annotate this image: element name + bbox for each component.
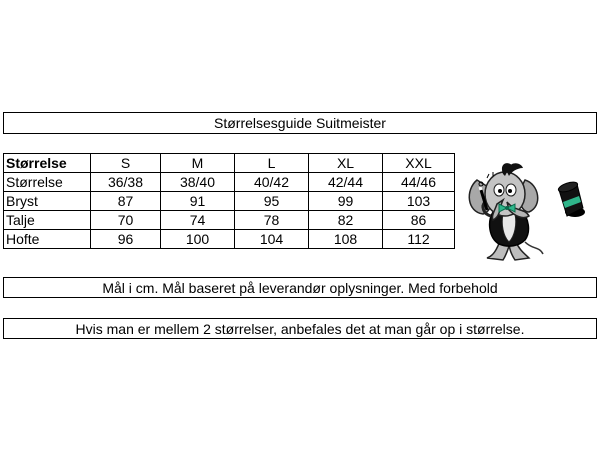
table-cell: 70 <box>91 211 161 230</box>
table-cell: 40/42 <box>235 173 309 192</box>
table-header-cell: L <box>235 154 309 173</box>
table-cell: 86 <box>383 211 455 230</box>
table-header-row <box>4 154 455 173</box>
table-cell: 112 <box>383 230 455 249</box>
table-cell: Talje <box>4 211 91 230</box>
table-row <box>4 211 455 230</box>
table-row <box>4 192 455 211</box>
table-cell: 36/38 <box>91 173 161 192</box>
top-hat-icon <box>557 180 585 217</box>
table-header-cell: XXL <box>383 154 455 173</box>
table-row <box>4 230 455 249</box>
table-cell: Bryst <box>4 192 91 211</box>
table-header-cell: M <box>161 154 235 173</box>
table-cell: 87 <box>91 192 161 211</box>
table-header-cell: XL <box>309 154 383 173</box>
table-cell: 82 <box>309 211 383 230</box>
table-cell: 104 <box>235 230 309 249</box>
table-header-cell: S <box>91 154 161 173</box>
table-cell: 99 <box>309 192 383 211</box>
table-cell: 96 <box>91 230 161 249</box>
size-table <box>3 153 455 249</box>
size-advice: Hvis man er mellem 2 størrelser, anbefales det at man går op i størrelse. <box>75 320 525 337</box>
table-cell: 103 <box>383 192 455 211</box>
title-box <box>3 112 597 134</box>
table-cell: 42/44 <box>309 173 383 192</box>
table-cell: 74 <box>161 211 235 230</box>
table-row <box>4 173 455 192</box>
table-cell: Hofte <box>4 230 91 249</box>
table-cell: 91 <box>161 192 235 211</box>
table-cell: 44/46 <box>383 173 455 192</box>
measurement-note: Mål i cm. Mål baseret på leverandør oplysninger. Med forbehold <box>102 279 498 296</box>
elephant-magician-icon <box>463 150 593 265</box>
table-cell: 78 <box>235 211 309 230</box>
table-header-cell: Størrelse <box>4 154 91 173</box>
measurement-note-box <box>3 277 597 298</box>
table-cell: Størrelse <box>4 173 91 192</box>
table-cell: 38/40 <box>161 173 235 192</box>
table-cell: 100 <box>161 230 235 249</box>
table-cell: 95 <box>235 192 309 211</box>
size-advice-box <box>3 318 597 339</box>
table-cell: 108 <box>309 230 383 249</box>
page-title: Størrelsesguide Suitmeister <box>214 115 386 131</box>
